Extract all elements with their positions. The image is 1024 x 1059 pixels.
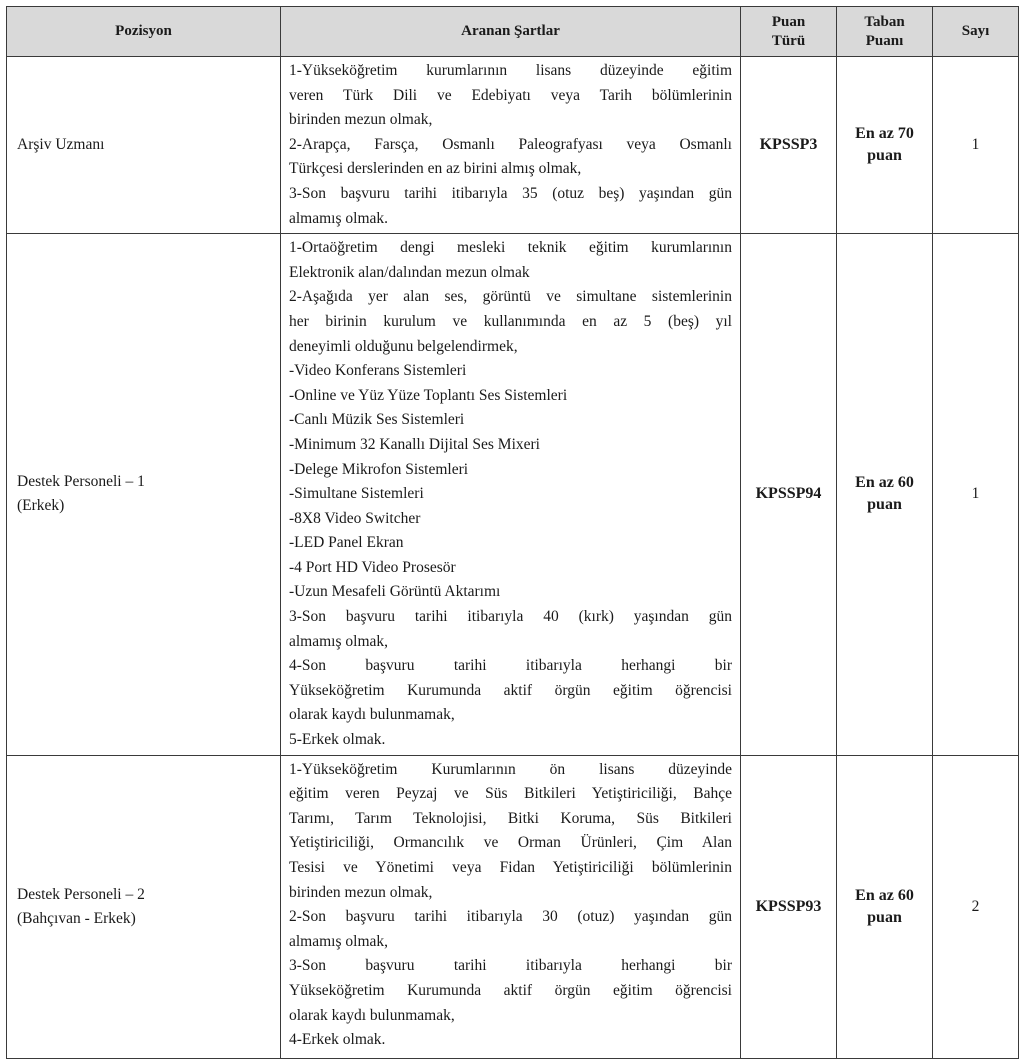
cell-puan-turu: KPSSP93 — [741, 755, 837, 1058]
requirement-line: Tesisi ve Yönetimi veya Fidan Yetiştiriciliği bölümlerinin — [289, 859, 732, 876]
header-puan-turu-text: Puan Türü — [771, 13, 806, 49]
taban-puani-line: En az 60 — [855, 886, 914, 904]
header-row — [7, 7, 1019, 57]
pozisyon-line: Destek Personeli – 1 — [17, 473, 145, 491]
requirement-line: -Video Konferans Sistemleri — [289, 362, 467, 380]
requirement-line: 2-Son başvuru tarihi itibarıyla 30 (otuz) yaşından gün — [289, 908, 732, 926]
requirement-line: Yükseköğretim Kurumunda aktif örgün eğitim öğrencisi — [289, 981, 732, 999]
cell-aranan-sartlar — [281, 755, 741, 1058]
cell-taban-puani — [837, 57, 933, 234]
requirement-line: veren Türk Dili ve Edebiyatı veya Tarih bölümlerinin — [289, 86, 732, 104]
requirement-line: Yetiştiriciliği, Ormancılık ve Orman Ürünleri, Çim Alan — [289, 834, 732, 852]
header-sayi: Sayı — [933, 7, 1019, 57]
cell-aranan-sartlar — [281, 234, 741, 755]
taban-puani-line: En az 60 — [855, 474, 914, 492]
requirement-line: birinden mezun olmak, — [289, 883, 433, 901]
requirement-line: 1-Yükseköğretim kurumlarının lisans düzeyinde eğitim — [289, 62, 732, 79]
taban-puani-line: puan — [867, 496, 902, 514]
requirement-line: -Uzun Mesafeli Görüntü Aktarımı — [289, 583, 501, 601]
requirement-line: -Simultane Sistemleri — [289, 485, 424, 503]
header-taban-puani — [837, 7, 933, 57]
requirement-line: almamış olmak, — [289, 632, 389, 650]
pozisyon-line: (Erkek) — [17, 497, 65, 515]
requirement-line: 5-Erkek olmak. — [289, 731, 386, 749]
requirement-line: 2-Aşağıda yer alan ses, görüntü ve simultane sistemlerinin — [289, 288, 732, 306]
table-row — [7, 755, 1019, 1058]
requirement-line: deneyimli olduğunu belgelendirmek, — [289, 337, 518, 355]
header-aranan-sartlar: Aranan Şartlar — [281, 7, 741, 57]
requirements-table — [6, 6, 1019, 1059]
requirement-line: almamış olmak, — [289, 932, 389, 950]
requirement-line: 2-Arapça, Farsça, Osmanlı Paleografyası veya Osmanlı — [289, 135, 732, 153]
requirement-line: her birinin kurulum ve kullanımında en az 5 (beş) yıl — [289, 312, 732, 330]
cell-puan-turu: KPSSP3 — [741, 57, 837, 234]
taban-puani-line: En az 70 — [855, 125, 914, 143]
cell-pozisyon — [7, 755, 281, 1058]
header-pozisyon: Pozisyon — [7, 7, 281, 57]
requirement-line: 4-Son başvuru tarihi itibarıyla herhangi bir — [289, 657, 732, 675]
requirement-line: Yükseköğretim Kurumunda aktif örgün eğitim öğrencisi — [289, 681, 732, 699]
requirement-line: birinden mezun olmak, — [289, 111, 433, 129]
cell-sayi: 2 — [933, 755, 1019, 1058]
requirement-line: -4 Port HD Video Prosesör — [289, 558, 456, 576]
cell-aranan-sartlar — [281, 57, 741, 234]
requirement-line: -Canlı Müzik Ses Sistemleri — [289, 411, 465, 429]
pozisyon-line: Arşiv Uzmanı — [17, 136, 105, 154]
requirement-line: olarak kaydı bulunmamak, — [289, 706, 455, 724]
cell-pozisyon — [7, 234, 281, 755]
taban-puani-line: puan — [867, 147, 902, 165]
requirement-line: -Delege Mikrofon Sistemleri — [289, 460, 469, 478]
requirement-line: 1-Yükseköğretim Kurumlarının ön lisans düzeyinde — [289, 760, 732, 778]
header-puan-turu — [741, 7, 837, 57]
requirement-line: Türkçesi derslerinden en az birini almış olmak, — [289, 160, 582, 178]
requirement-line: 1-Ortaöğretim dengi mesleki teknik eğitim kurumlarının — [289, 239, 732, 257]
requirement-line: 4-Erkek olmak. — [289, 1031, 386, 1049]
cell-taban-puani — [837, 755, 933, 1058]
header-taban-puani-text: Taban Puanı — [864, 13, 905, 49]
requirement-line: -Online ve Yüz Yüze Toplantı Ses Sistemleri — [289, 386, 568, 404]
requirement-line: 3-Son başvuru tarihi itibarıyla 35 (otuz beş) yaşından gün — [289, 184, 732, 202]
pozisyon-line: Destek Personeli – 2 — [17, 885, 145, 903]
table-row — [7, 57, 1019, 234]
requirement-line: 3-Son başvuru tarihi itibarıyla 40 (kırk) yaşından gün — [289, 608, 732, 626]
cell-taban-puani — [837, 234, 933, 755]
requirement-line: Elektronik alan/dalından mezun olmak — [289, 263, 530, 281]
table-row — [7, 234, 1019, 755]
cell-puan-turu: KPSSP94 — [741, 234, 837, 755]
requirement-line: -LED Panel Ekran — [289, 534, 404, 552]
taban-puani-line: puan — [867, 908, 902, 926]
cell-pozisyon — [7, 57, 281, 234]
requirement-line: almamış olmak. — [289, 209, 389, 227]
requirement-line: -Minimum 32 Kanallı Dijital Ses Mixeri — [289, 435, 540, 453]
requirement-line: Tarımı, Tarım Teknolojisi, Bitki Koruma, Süs Bitkileri — [289, 809, 732, 827]
pozisyon-line: (Bahçıvan - Erkek) — [17, 909, 136, 927]
cell-sayi: 1 — [933, 57, 1019, 234]
requirement-line: olarak kaydı bulunmamak, — [289, 1006, 455, 1024]
requirement-line: -8X8 Video Switcher — [289, 509, 421, 527]
requirement-line: 3-Son başvuru tarihi itibarıyla herhangi bir — [289, 957, 732, 975]
requirement-line: eğitim veren Peyzaj ve Süs Bitkileri Yetiştiriciliği, Bahçe — [289, 785, 732, 803]
cell-sayi: 1 — [933, 234, 1019, 755]
